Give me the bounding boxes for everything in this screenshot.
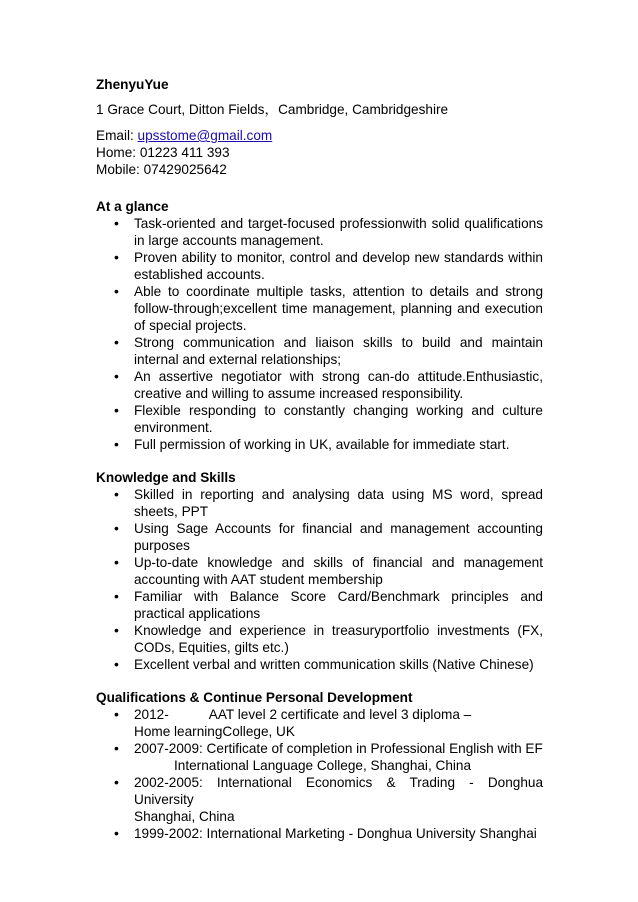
list-item: • Familiar with Balance Score Card/Benchmark principles and practical applications [96, 588, 543, 622]
qualification-text: 2007-2009: Certificate of completion in Professional English with EF [134, 741, 543, 756]
qualification-text-line2: Home learningCollege, UK [134, 724, 295, 739]
list-item: • Proven ability to monitor, control and develop new standards within established accounts. [96, 249, 543, 283]
contact-block [96, 127, 543, 178]
mobile-phone: Mobile: 07429025642 [96, 162, 227, 177]
list-item [96, 774, 543, 825]
knowledge-skills-list [96, 486, 543, 673]
list-item: • Strong communication and liaison skills to build and maintain internal and external relationships; [96, 334, 543, 368]
email-link[interactable]: upsstome@gmail.com [137, 128, 273, 143]
list-item: • Knowledge and experience in treasuryportfolio investments (FX, CODs, Equities, gilts etc.) [96, 622, 543, 656]
list-item: • Task-oriented and target-focused professionwith solid qualifications in large accounts management. [96, 215, 543, 249]
email-label: Email: [96, 128, 138, 143]
qualification-text: 1999-2002: International Marketing - Donghua University Shanghai [134, 826, 537, 841]
list-item: • Up-to-date knowledge and skills of financial and management accounting with AAT student membership [96, 554, 543, 588]
list-item: • Flexible responding to constantly changing working and culture environment. [96, 402, 543, 436]
qualifications-list [96, 706, 543, 842]
list-item: • Able to coordinate multiple tasks, attention to details and strong follow-through;excellent time management, planning and execution of special projects. [96, 283, 543, 334]
qualification-year: 2012- [134, 707, 169, 722]
qualification-text: 2002-2005: International Economics & Trading - Donghua University [134, 775, 543, 807]
candidate-name: ZhenyuYue [96, 77, 169, 92]
home-phone: Home: 01223 411 393 [96, 145, 230, 160]
qualification-text: AAT level 2 certificate and level 3 diploma – [208, 707, 472, 722]
list-item: • Excellent verbal and written communication skills (Native Chinese) [96, 656, 543, 673]
at-a-glance-list [96, 215, 543, 453]
list-item: • Full permission of working in UK, available for immediate start. [96, 436, 543, 453]
list-item [96, 740, 543, 774]
list-item: • Skilled in reporting and analysing data using MS word, spread sheets, PPT [96, 486, 543, 520]
section-title-qualifications: Qualifications & Continue Personal Development [96, 690, 413, 705]
qualification-text-line2: Shanghai, China [134, 809, 235, 824]
qualification-text-line2: International Language College, Shanghai, China [174, 758, 472, 773]
list-item: • Using Sage Accounts for financial and management accounting purposes [96, 520, 543, 554]
section-title-knowledge-skills: Knowledge and Skills [96, 470, 236, 485]
list-item [96, 706, 543, 740]
email-line [96, 127, 543, 144]
list-item: • An assertive negotiator with strong can-do attitude.Enthusiastic, creative and willing to assume increased responsibility. [96, 368, 543, 402]
resume-page [96, 76, 543, 858]
section-title-at-a-glance: At a glance [96, 199, 169, 214]
list-item [96, 825, 543, 842]
address: 1 Grace Court, Ditton Fields，Cambridge, Cambridgeshire [96, 102, 449, 117]
